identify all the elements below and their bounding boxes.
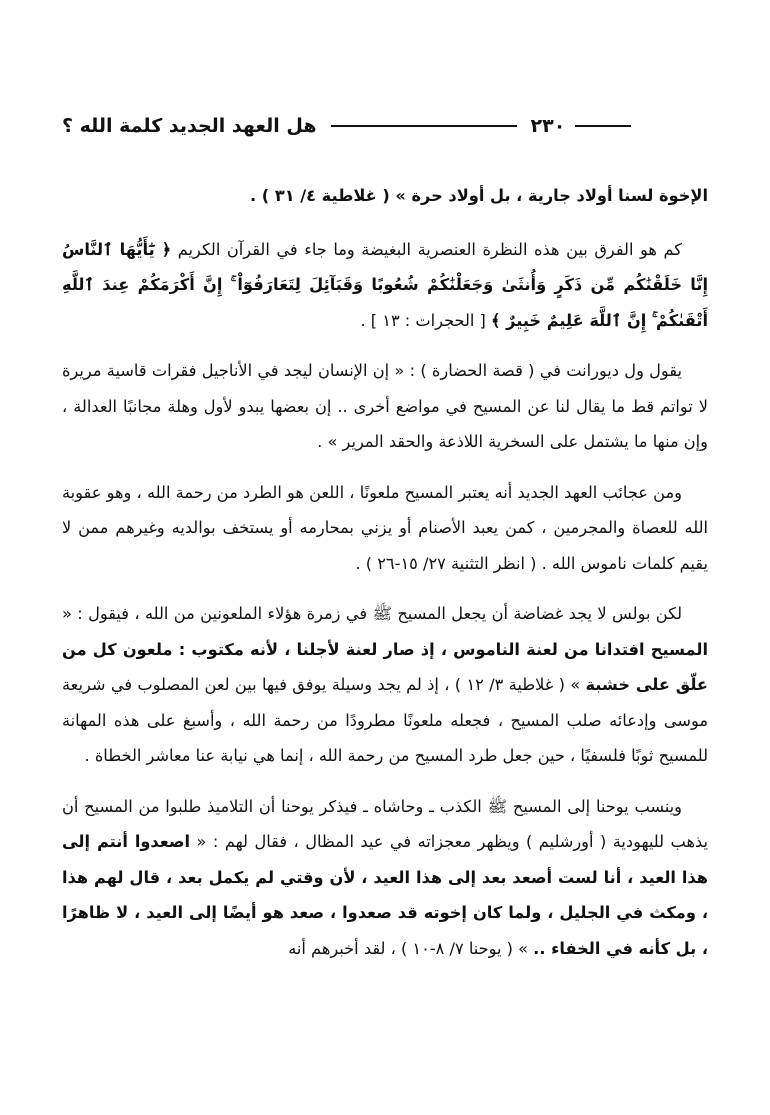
verse-reference: [ الحجرات : ١٣ ] . [360,310,492,330]
paragraph-continuation: الإخوة لسنا أولاد جارية ، بل أولاد حرة » ( غلاطية ٤/ ٣١ ) . [250,186,708,205]
paragraph-text: وينسب يوحنا إلى المسيح ﷺ الكذب ـ وحاشاه ـ فيذكر يوحنا أن التلاميذ طلبوا من المسيح أن يذهب لليهودية ( أورشليم ) ويظهر معجزاته في عيد المظال ، فقال لهم : « [62,796,708,851]
header-rule [331,125,517,127]
quran-verse: ﴿ يَٰٓأَيُّهَا ٱلنَّاسُ إِنَّا خَلَقْنَٰكُم مِّن ذَكَرٍ وَأُنثَىٰ وَجَعَلْنَٰكُمْ شُعُوبًا وَقَبَآئِلَ لِتَعَارَفُوٓاْ ۚ إِنَّ أَكْرَمَكُمْ عِندَ ٱللَّهِ أَتْقَىٰكُمْ ۚ إِنَّ ٱللَّهَ عَلِيمٌ خَبِيرٌ ﴾ [62,239,708,330]
paragraph-text: كم هو الفرق بين هذه النظرة العنصرية البغيضة وما جاء في القرآن الكريم [171,239,682,259]
paragraph-quran [62,232,708,339]
paragraph-text: » ( يوحنا ٧/ ٨-١٠ ) ، لقد أخبرهم أنه [288,938,534,958]
running-header [62,108,708,144]
paragraph-text: » ( غلاطية ٣/ ١٢ ) ، إذ لم يجد وسيلة يوفق فيها بين لعن المصلوب في شريعة موسى وإدعائه صلب المسيح ، فجعله ملعونًا مطرودًا من رحمة الله ، وأسبغ على هذه المهانة للمسيح ثوبًا فلسفيًا ، حين جعل طرد المسيح من رحمة الله ، إنما هي نيابة عنا معاشر الخطاة . [62,675,708,765]
paragraph-durant: يقول ول ديورانت في ( قصة الحضارة ) : « إن الإنسان ليجد في الأناجيل فقرات قاسية مريرة لا تواتم قط ما يقال لنا عن المسيح في مواضع أخرى .. إن بعضها يبدو لأول وهلة مجانبًا العدالة ، وإن منها ما يشتمل على السخرية اللاذعة والحقد المرير » . [62,361,708,451]
running-title: هل العهد الجديد كلمة الله ؟ [62,115,317,137]
paragraph-paul [62,596,708,774]
paragraph-curse: ومن عجائب العهد الجديد أنه يعتبر المسيح ملعونًا ، اللعن هو الطرد من رحمة الله ، وهو عقوبة الله للعصاة والمجرمين ، كمن يعبد الأصنام أو يزني بمحارمه أو يستخف بوالديه وغيرهم ممن لا يقيم كلمات ناموس الله . ( انظر التثنية ٢٧/ ١٥-٢٦ ) . [62,482,708,573]
paragraph-text: لكن بولس لا يجد غضاضة أن يجعل المسيح ﷺ في زمرة هؤلاء الملعونين من الله ، فيقول : « [62,604,682,623]
page-number: ٢٣٠ [530,115,566,137]
bold-quote: المسيح افتدانا من لعنة الناموس ، إذ صار لعنة لأجلنا ، لأنه مكتوب : ملعون كل من علّق على خشبة [62,639,708,694]
bold-quote: اصعدوا أنتم إلى هذا العيد ، أنا لست أصعد بعد إلى هذا العيد ، لأن وقتي لم يكمل بعد ، قال لهم هذا ، ومكث في الجليل ، ولما كان إخوته قد صعدوا ، صعد هو أيضًا إلى العيد ، لا ظاهرًا ، بل كأنه في الخفاء .. [62,832,708,958]
paragraph-john [62,789,708,967]
header-rule-short [575,125,631,127]
page-body [62,178,708,981]
